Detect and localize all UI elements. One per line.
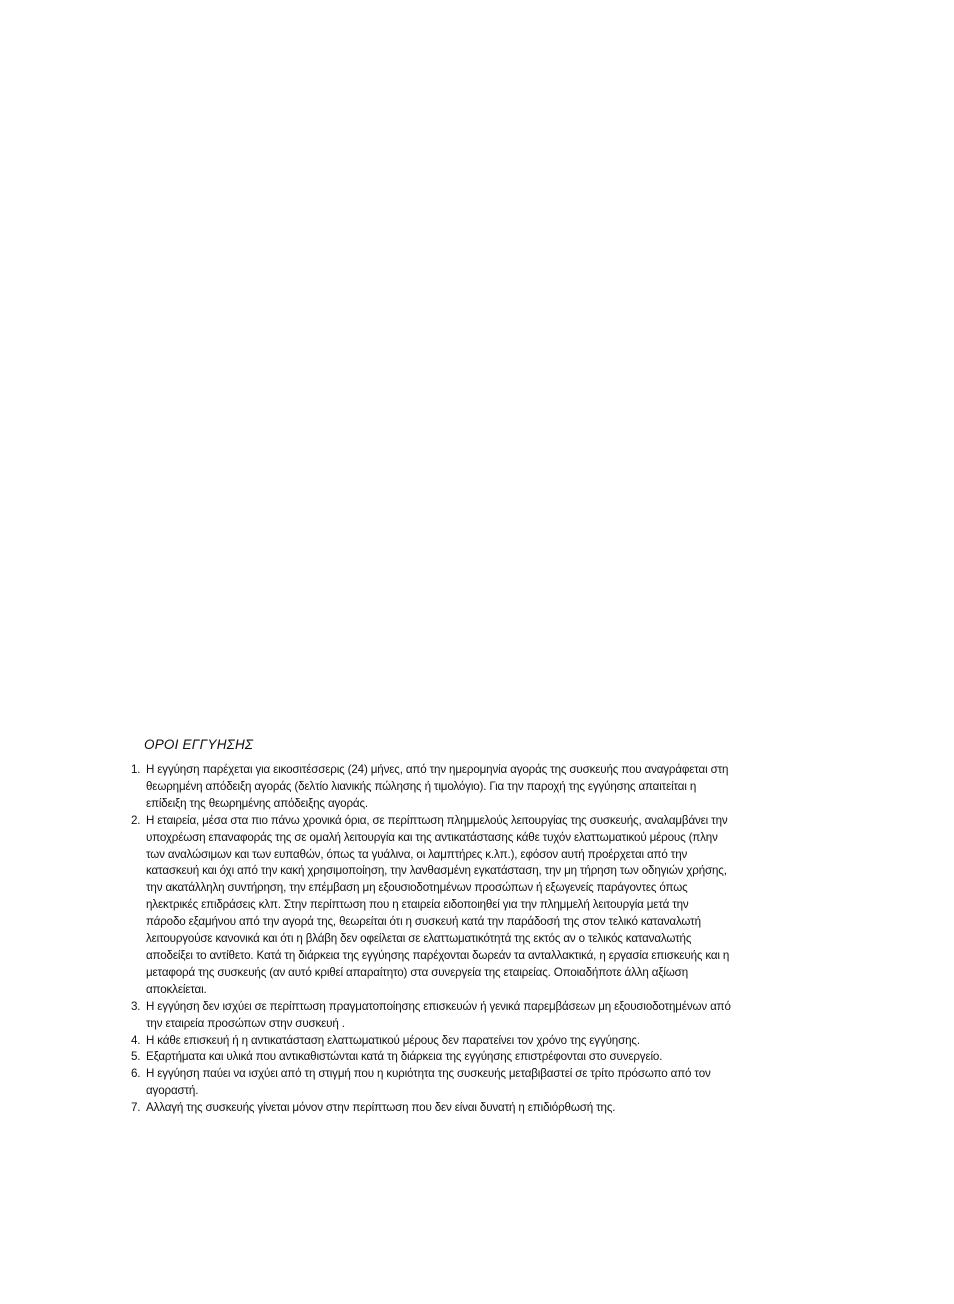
term-number: 2. [131,813,141,827]
term-text: Αλλαγή της συσκευής γίνεται μόνον στην περίπτωση που δεν είναι δυνατή η επιδιόρθωσή της. [146,1101,616,1115]
warranty-terms-list [131,762,731,1117]
term-text: Η κάθε επισκευή ή η αντικατάσταση ελαττωματικού μέρους δεν παρατείνει τον χρόνο της εγγύησης. [146,1033,640,1047]
term-number: 4. [131,1033,141,1047]
term-text: Η εγγύηση δεν ισχύει σε περίπτωση πραγματοποίησης επισκευών ή γενικά παρεμβάσεων μη εξουσιοδοτημένων από την εταιρεία προσώπων στην συσκευή . [146,999,731,1030]
term-number: 7. [131,1101,141,1115]
warranty-terms-section [131,737,731,1117]
warranty-term-7 [131,1100,731,1117]
warranty-term-2 [131,813,731,999]
term-number: 1. [131,763,141,776]
warranty-term-3 [131,999,731,1033]
term-text: Η εγγύηση παρέχεται για εικοσιτέσσερις (24) μήνες, από την ημερομηνία αγοράς της συσκευής που αναγράφεται στη θεωρημένη απόδειξη αγοράς (δελτίο λιανικής πώλησης ή τιμολόγιο). Για την παροχή της εγγύησης απαιτείται η επίδειξη της θεωρημένης απόδειξης αγοράς. [146,763,729,810]
warranty-term-6 [131,1066,731,1100]
term-number: 5. [131,1050,141,1064]
term-text: Εξαρτήματα και υλικά που αντικαθιστώνται κατά τη διάρκεια της εγγύησης επιστρέφονται στο συνεργείο. [146,1050,663,1064]
term-number: 6. [131,1067,141,1081]
term-number: 3. [131,999,141,1013]
warranty-term-1 [131,762,731,813]
warranty-terms-title: ΟΡΟΙ ΕΓΓΥΗΣΗΣ [144,737,254,752]
warranty-term-5 [131,1049,731,1066]
term-text: Η εταιρεία, μέσα στα πιο πάνω χρονικά όρια, σε περίπτωση πλημμελούς λειτουργίας της συσκευής, αναλαμβάνει την υποχρέωση επαναφοράς της σε ομαλή λειτουργία και της αντικατάστασης κάθε τυχόν ελαττωματικού μέρους (πλην των αναλώσιμων και των ευπαθών, όπως τα γυάλινα, οι λαμπτήρες κ.λπ.), εφόσον αυτή προέρχεται από την κατασκευή και όχι από την κακή χρησιμοποίηση, την λανθασμένη εγκατάσταση, την μη τήρηση των οδηγιών χρήσης, την ακατάλληλη συντήρηση, την επέμβαση μη εξουσιοδοτημένων προσώπων ή εξωγενείς παράγοντες όπως ηλεκτρικές επιδράσεις κλπ. Στην περίπτωση που η εταιρεία ειδοποιηθεί για την πλημμελή λειτουργία μετά την πάροδο εξαμήνου από την αγορά της, θεωρείται ότι η συσκευή κατά την παράδοσή της στον τελικό καταναλωτή λειτουργούσε κανονικά και ότι η βλάβη δεν οφείλεται σε ελαττωματικότητά της εκτός αν ο τελικός καταναλωτής αποδείξει το αντίθετο. Κατά τη διάρκεια της εγγύησης παρέχονται δωρεάν τα ανταλλακτικά, η εργασία επισκευής και η μεταφορά της συσκευής (αν αυτό κριθεί απαραίτητο) στα συνεργεία της εταιρείας. Οποιαδήποτε άλλη αξίωση αποκλείεται. [146,813,730,996]
term-text: Η εγγύηση παύει να ισχύει από τη στιγμή που η κυριότητα της συσκευής μεταβιβαστεί σε τρίτο πρόσωπο από τον αγοραστή. [146,1067,711,1098]
warranty-term-4 [131,1033,731,1050]
